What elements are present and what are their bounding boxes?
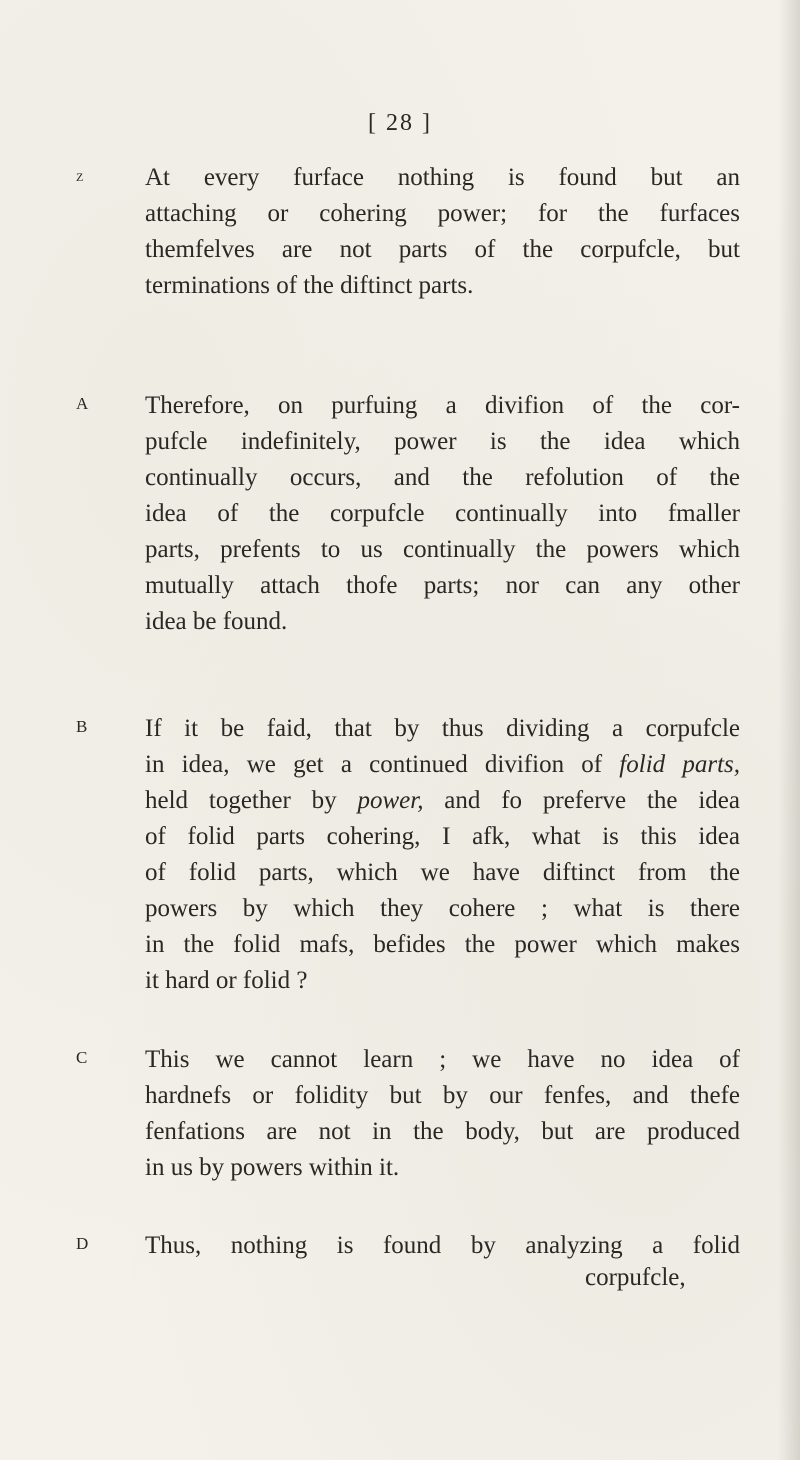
text-line: mutually attach thofe parts; nor can any other [145,572,740,599]
text-line: parts, prefents to us continually the powers which [145,536,740,563]
paragraph [145,388,740,640]
text-line: terminations of the diftinct parts. [145,272,474,299]
text-line: in us by powers within it. [145,1154,400,1181]
text-line: Therefore, on purfuing a divifion of the cor- [145,392,740,419]
catchword-text: corpufcle, [585,1264,686,1291]
text-line: in idea, we get a continued divifion of folid parts, [145,751,740,778]
paragraph [145,1228,740,1264]
text-line: in the folid mafs, befides the power which makes [145,931,740,958]
paragraph-marker: C [76,1048,89,1067]
text-line: At every furface nothing is found but an [145,164,740,191]
text-line: powers by which they cohere ; what is there [145,895,740,922]
paragraph-marker: z [76,166,85,185]
text-line: fenfations are not in the body, but are produced [145,1118,740,1145]
text-line: If it be faid, that by thus dividing a corpufcle [145,715,740,742]
paragraph [145,711,740,999]
text-line: held together by power, and fo preferve the idea [145,787,740,814]
paragraph-marker: B [76,717,89,736]
text-line: This we cannot learn ; we have no idea of [145,1046,740,1073]
text-line: idea be found. [145,608,288,635]
text-line: attaching or cohering power; for the furfaces [145,200,740,227]
text-line: of folid parts, which we have diftinct from the [145,859,740,886]
italic-phrase: folid parts, [619,751,740,778]
paragraph-marker: D [76,1234,90,1253]
paragraph [145,1042,740,1186]
text-line: themfelves are not parts of the corpufcle, but [145,236,740,263]
page-number: [ 28 ] [368,110,432,136]
text-line: hardnefs or folidity but by our fenfes, and thefe [145,1082,740,1109]
text-line: of folid parts cohering, I afk, what is this idea [145,823,740,850]
paragraph-marker: A [76,394,90,413]
page-edge-shadow [778,0,800,1460]
text-line: idea of the corpufcle continually into fmaller [145,500,740,527]
text-line: pufcle indefinitely, power is the idea which [145,428,740,455]
text-line: it hard or folid ? [145,967,308,994]
paragraph [145,160,740,304]
text-line: Thus, nothing is found by analyzing a folid [145,1232,740,1259]
italic-phrase: power, [357,787,424,814]
text-line: continually occurs, and the refolution of the [145,464,740,491]
